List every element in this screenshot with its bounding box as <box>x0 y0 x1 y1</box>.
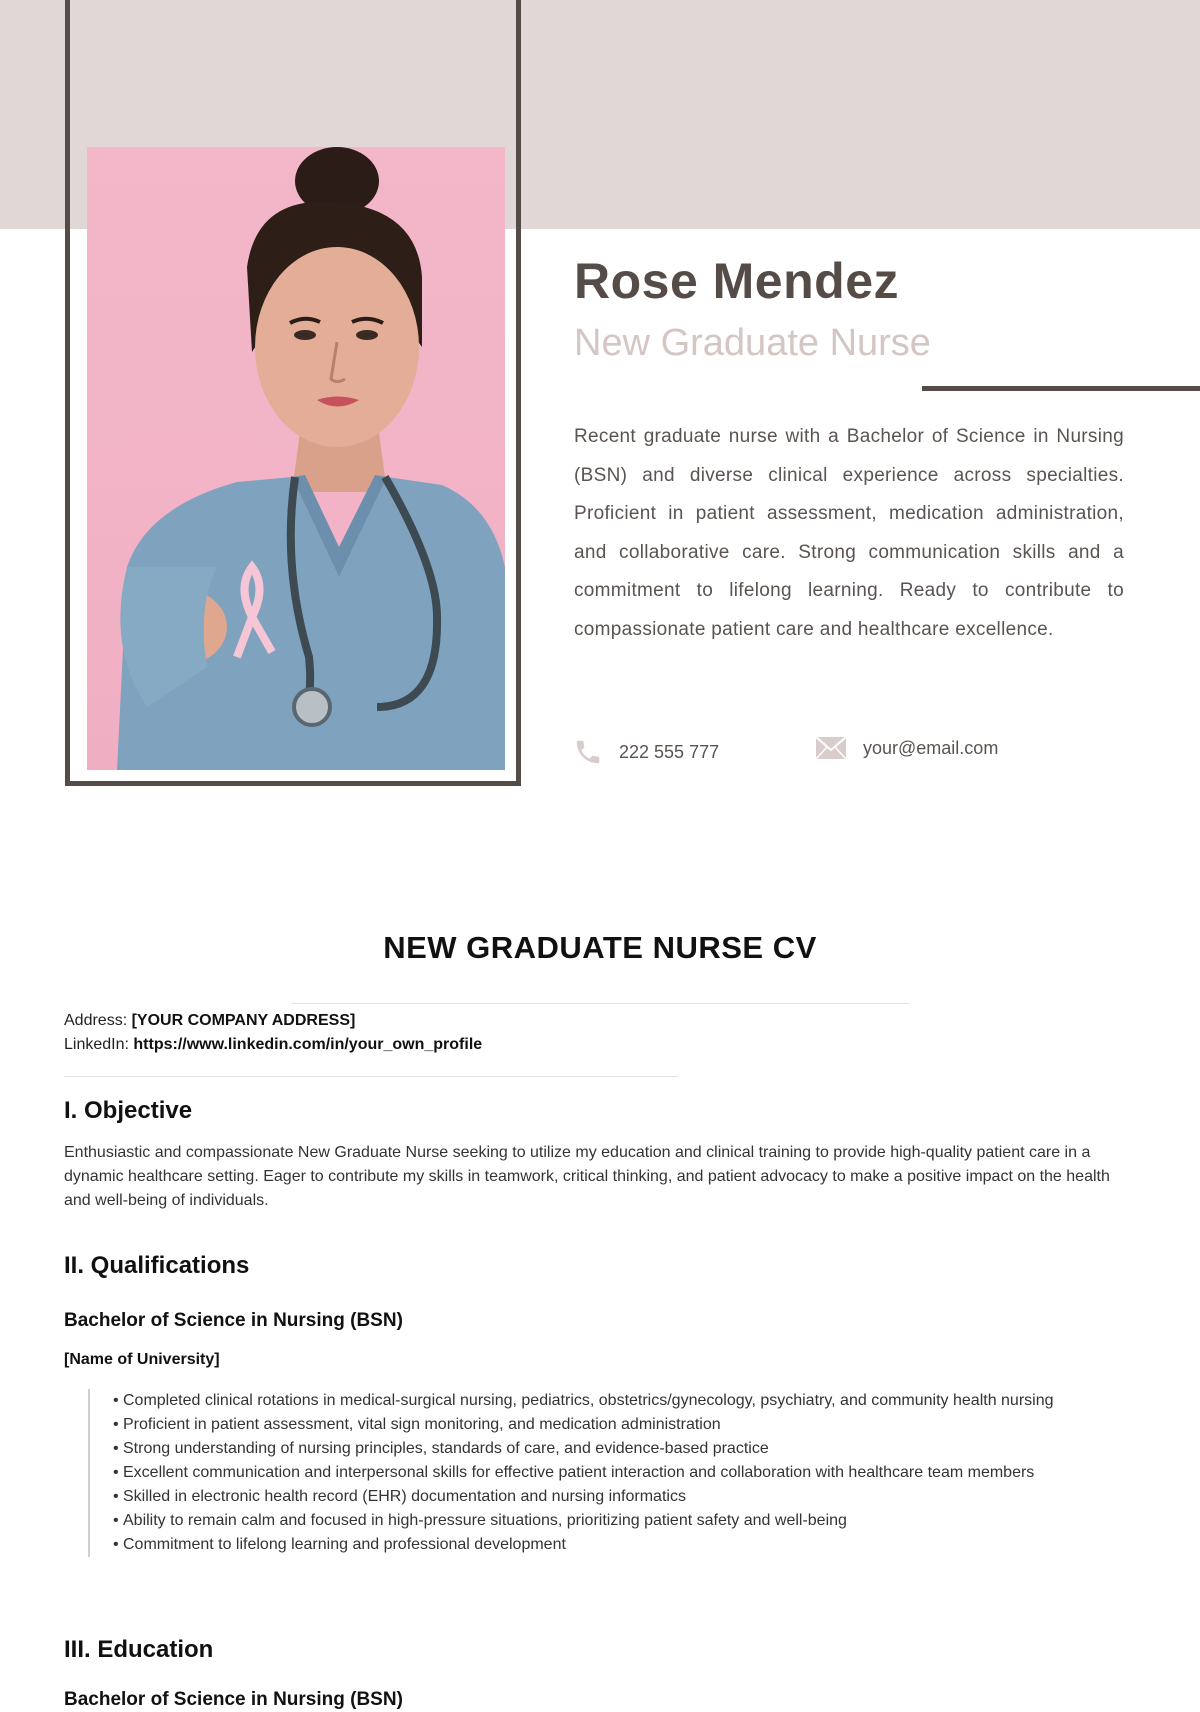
candidate-title: New Graduate Nurse <box>574 322 931 364</box>
list-item: • Commitment to lifelong learning and professional development <box>113 1533 1120 1557</box>
phone-icon <box>573 736 603 768</box>
degree-heading: Bachelor of Science in Nursing (BSN) <box>64 1310 403 1331</box>
list-item: • Proficient in patient assessment, vital sign monitoring, and medication administration <box>113 1413 1120 1437</box>
list-item: • Completed clinical rotations in medical-surgical nursing, pediatrics, obstetrics/gynecology, psychiatry, and community health nursing <box>113 1389 1120 1413</box>
address-line <box>64 1012 355 1030</box>
divider <box>64 1076 678 1077</box>
email-address: your@email.com <box>863 737 999 758</box>
profile-summary: Recent graduate nurse with a Bachelor of Science in Nursing (BSN) and diverse clinical experience across specialties. Proficient in patient assessment, medication administration, and collaborative care. Strong communication skills and a commitment to lifelong learning. Ready to contribute to compassionate patient care and healthcare excellence. <box>574 426 1124 640</box>
address-label: Address: <box>64 1012 128 1029</box>
profile-photo <box>87 147 505 770</box>
education-heading: III. Education <box>64 1636 214 1663</box>
phone-contact[interactable] <box>573 736 719 768</box>
envelope-icon <box>815 736 847 760</box>
objective-heading: I. Objective <box>64 1097 193 1124</box>
education-degree-heading: Bachelor of Science in Nursing (BSN) <box>64 1689 403 1710</box>
qualifications-list <box>88 1389 1120 1557</box>
divider <box>292 1003 909 1004</box>
address-value: [YOUR COMPANY ADDRESS] <box>131 1012 356 1029</box>
phone-number: 222 555 777 <box>619 741 720 762</box>
title-divider <box>922 386 1200 391</box>
list-item: • Strong understanding of nursing principles, standards of care, and evidence-based practice <box>113 1437 1120 1461</box>
linkedin-line <box>64 1036 482 1054</box>
cv-title: NEW GRADUATE NURSE CV <box>383 930 817 965</box>
list-item: • Ability to remain calm and focused in high-pressure situations, prioritizing patient safety and well-being <box>113 1509 1120 1533</box>
list-item: • Skilled in electronic health record (EHR) documentation and nursing informatics <box>113 1485 1120 1509</box>
linkedin-link[interactable]: https://www.linkedin.com/in/your_own_profile <box>133 1036 483 1053</box>
qualifications-heading: II. Qualifications <box>64 1252 250 1279</box>
linkedin-label: LinkedIn: <box>64 1036 129 1053</box>
email-contact[interactable] <box>815 736 998 760</box>
candidate-name: Rose Mendez <box>574 253 900 309</box>
list-item: • Excellent communication and interpersonal skills for effective patient interaction and collaboration with healthcare team members <box>113 1461 1120 1485</box>
university-name: [Name of University] <box>64 1351 220 1368</box>
objective-text: Enthusiastic and compassionate New Graduate Nurse seeking to utilize my education and clinical training to provide high-quality patient care in a dynamic healthcare setting. Eager to contribute my skills in teamwork, critical thinking, and patient advocacy to make a positive impact on the health and well-being of individuals. <box>64 1144 1110 1209</box>
